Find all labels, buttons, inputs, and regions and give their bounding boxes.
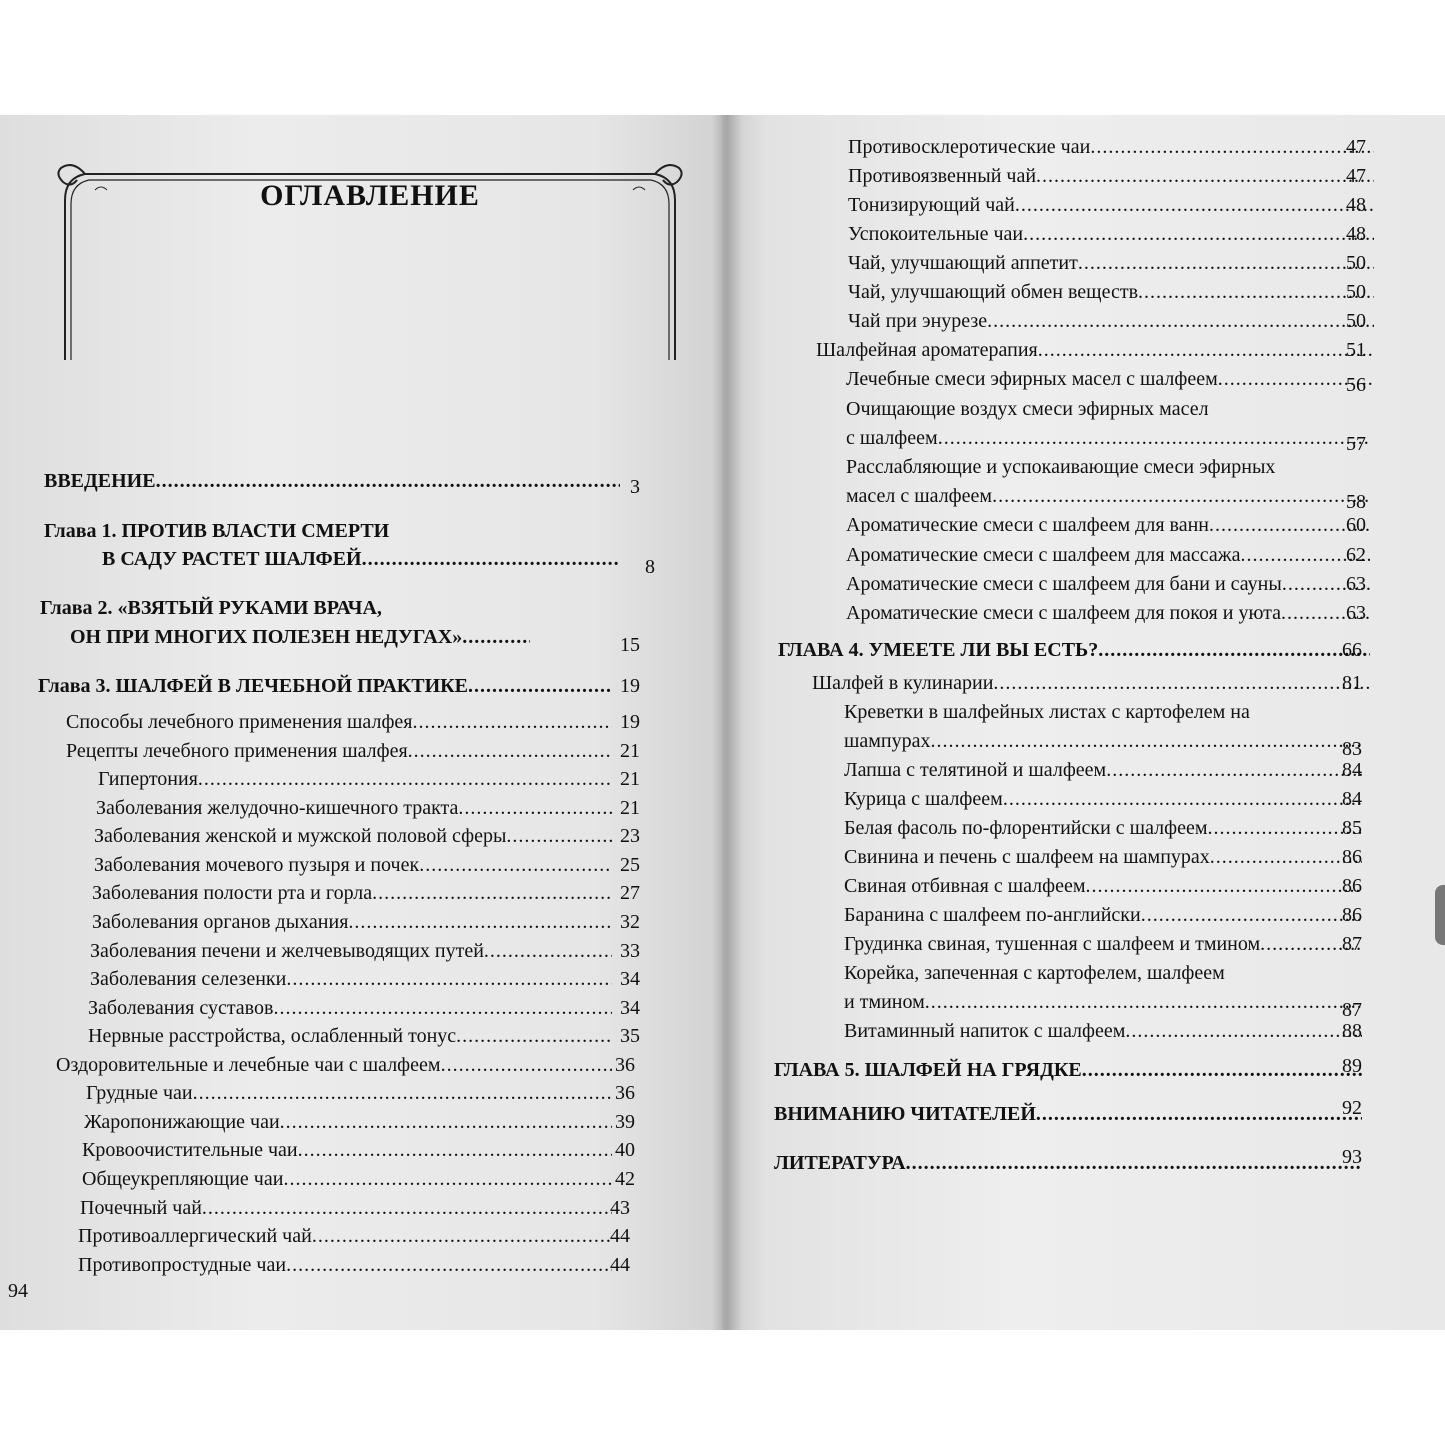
left-toc-page-number: 36 [615, 1082, 635, 1104]
toc-leader-dots [1082, 1056, 1362, 1084]
right-toc-entry[interactable] [778, 636, 1370, 664]
toc-leader-dots [1003, 785, 1362, 813]
right-toc-page-number: 86 [1342, 904, 1362, 926]
right-toc-entry[interactable] [774, 1100, 1362, 1128]
right-toc-page-number: 86 [1342, 846, 1362, 868]
toc-leader-dots [408, 737, 612, 765]
left-toc-page-number: 34 [620, 968, 640, 990]
toc-entry-title: Ароматические смеси с шалфеем для покоя и уюта [846, 602, 1281, 624]
toc-entry-title: ВНИМАНИЮ ЧИТАТЕЛЕЙ [774, 1103, 1036, 1125]
toc-entry-title: Заболевания органов дыхания [92, 911, 349, 933]
right-toc-heading-line: Расслабляющие и успокаивающие смеси эфирных [846, 456, 1276, 478]
toc-leader-dots [1036, 162, 1374, 190]
toc-leader-dots [286, 1251, 612, 1279]
toc-entry-title: Нервные расстройства, ослабленный тонус [88, 1025, 457, 1047]
left-toc-page-number: 43 [610, 1197, 630, 1219]
right-toc-entry[interactable] [848, 249, 1374, 277]
left-toc-page-number: 44 [610, 1225, 630, 1247]
right-toc-entry[interactable] [844, 814, 1362, 842]
right-toc-page-number: 50 [1346, 310, 1366, 332]
toc-entry-title: Заболевания женской и мужской половой сферы [94, 825, 507, 847]
toc-leader-dots [468, 672, 612, 700]
right-toc-page-number: 87 [1342, 999, 1362, 1021]
right-toc-page-number: 84 [1342, 759, 1362, 781]
right-toc-page-number: 62 [1346, 544, 1366, 566]
left-toc-entry[interactable] [82, 1136, 612, 1164]
toc-leader-dots [506, 822, 612, 850]
toc-leader-dots [931, 727, 1362, 755]
toc-leader-dots [362, 545, 620, 573]
toc-entry-title: Чай при энурезе [848, 310, 988, 332]
toc-leader-dots [348, 908, 612, 936]
left-toc-page-number: 8 [645, 556, 655, 578]
left-toc-page-number: 21 [620, 740, 640, 762]
toc-leader-dots [456, 1022, 612, 1050]
toc-leader-dots [283, 1165, 612, 1193]
toc-leader-dots [1023, 220, 1374, 248]
toc-entry-title: Заболевания полости рта и горла [92, 882, 373, 904]
right-toc-page-number: 85 [1342, 817, 1362, 839]
right-toc-page-number: 81 [1342, 672, 1362, 694]
left-toc-entry[interactable] [88, 1022, 612, 1050]
toc-entry-title: с шалфеем [846, 427, 938, 449]
toc-entry-title: Лечебные смеси эфирных масел с шалфеем [846, 368, 1218, 390]
toc-entry-title: Витаминный напиток с шалфеем [844, 1020, 1126, 1042]
toc-leader-dots [925, 988, 1362, 1016]
toc-leader-dots [1038, 336, 1374, 364]
toc-leader-dots [987, 307, 1374, 335]
toc-entry-title: ВВЕДЕНИЕ [44, 470, 156, 492]
left-toc-entry[interactable] [92, 879, 612, 907]
toc-leader-dots [992, 482, 1370, 510]
left-toc-page-number: 40 [615, 1139, 635, 1161]
toc-leader-dots [1098, 636, 1370, 664]
toc-leader-dots [193, 1079, 612, 1107]
right-toc-entry[interactable] [844, 901, 1362, 929]
toc-entry-title: Белая фасоль по-флорентийски с шалфеем [844, 817, 1208, 839]
left-toc-entry[interactable] [38, 672, 612, 700]
right-toc-entry[interactable] [844, 727, 1362, 755]
left-toc-page-number: 32 [620, 911, 640, 933]
toc-leader-dots [286, 965, 612, 993]
right-toc-entry[interactable] [844, 785, 1362, 813]
toc-entry-title: ОН ПРИ МНОГИХ ПОЛЕЗЕН НЕДУГАХ» [70, 626, 463, 648]
right-toc-heading-line: Корейка, запеченная с картофелем, шалфеем [844, 962, 1225, 984]
toc-entry-title: Заболевания мочевого пузыря и почек [94, 854, 420, 876]
toc-leader-dots [1210, 843, 1362, 871]
right-toc-page-number: 56 [1346, 374, 1366, 396]
left-toc-page-number: 25 [620, 854, 640, 876]
left-toc-entry[interactable] [44, 467, 620, 495]
right-toc-entry[interactable] [846, 599, 1370, 627]
toc-leader-dots [1138, 278, 1374, 306]
right-toc-page-number: 83 [1342, 738, 1362, 760]
left-toc-entry[interactable] [88, 994, 612, 1022]
left-toc-page-number: 3 [630, 476, 640, 498]
left-toc-page-number: 34 [620, 997, 640, 1019]
right-toc-entry[interactable] [774, 1056, 1362, 1084]
right-toc-page-number: 93 [1342, 1146, 1362, 1168]
left-toc-page-number: 42 [615, 1168, 635, 1190]
toc-leader-dots [484, 937, 612, 965]
right-toc-entry[interactable] [848, 278, 1374, 306]
right-toc-page-number: 87 [1342, 933, 1362, 955]
book-gutter [712, 115, 742, 1330]
toc-leader-dots [993, 669, 1370, 697]
toc-entry-title: ЛИТЕРАТУРА [774, 1152, 906, 1174]
left-toc-page-number: 15 [620, 634, 640, 656]
left-toc-page-number: 39 [615, 1111, 635, 1133]
book-spread [0, 115, 1445, 1330]
right-toc-page-number: 92 [1342, 1097, 1362, 1119]
left-toc-entry[interactable] [94, 822, 612, 850]
right-toc-entry[interactable] [846, 511, 1370, 539]
toc-entry-title: шампурах [844, 730, 931, 752]
right-toc-entry[interactable] [848, 162, 1374, 190]
toc-leader-dots [906, 1149, 1362, 1177]
right-toc-page-number: 63 [1346, 573, 1366, 595]
toc-leader-dots [1090, 133, 1374, 161]
left-toc-entry[interactable] [78, 1222, 612, 1250]
toc-entry-title: Свинина и печень с шалфеем на шампурах [844, 846, 1210, 868]
right-toc-page-number: 66 [1342, 639, 1362, 661]
toc-entry-title: Способы лечебного применения шалфея [66, 711, 413, 733]
toc-entry-title: Почечный чай [80, 1197, 202, 1219]
right-toc-entry[interactable] [846, 541, 1370, 569]
toc-leader-dots [372, 879, 612, 907]
toc-entry-title: Тонизирующий чай [848, 194, 1015, 216]
toc-entry-title: Лапша с телятиной и шалфеем [844, 759, 1107, 781]
toc-entry-title: Ароматические смеси с шалфеем для бани и сауны [846, 573, 1282, 595]
toc-entry-title: Шалфей в кулинарии [812, 672, 994, 694]
right-toc-page-number: 84 [1342, 788, 1362, 810]
toc-entry-title: Глава 3. ШАЛФЕЙ В ЛЕЧЕБНОЙ ПРАКТИКЕ [38, 675, 468, 697]
right-toc-page-number: 88 [1342, 1020, 1362, 1042]
toc-leader-dots [1125, 1017, 1362, 1045]
left-toc-entry[interactable] [86, 1079, 612, 1107]
toc-entry-title: Заболевания суставов [88, 997, 274, 1019]
toc-leader-dots [156, 467, 620, 495]
toc-entry-title: Грудные чаи [86, 1082, 193, 1104]
right-toc-entry[interactable] [846, 424, 1370, 452]
left-toc-entry[interactable] [96, 794, 612, 822]
left-toc-entry[interactable] [84, 1108, 612, 1136]
toc-entry-title: Противоязвенный чай [848, 165, 1037, 187]
toc-leader-dots [938, 424, 1370, 452]
right-toc-entry[interactable] [812, 669, 1370, 697]
toc-entry-title: Успокоительные чаи [848, 223, 1024, 245]
left-toc-page-number: 33 [620, 940, 640, 962]
left-toc-page-number: 23 [620, 825, 640, 847]
right-toc-page-number: 50 [1346, 252, 1366, 274]
toc-entry-title: Общеукрепляющие чаи [82, 1168, 284, 1190]
toc-entry-title: Чай, улучшающий обмен веществ [848, 281, 1139, 303]
left-toc-page-number: 44 [610, 1254, 630, 1276]
toc-entry-title: Оздоровительные и лечебные чаи с шалфеем [56, 1054, 441, 1076]
left-page [0, 115, 740, 1330]
left-toc-entry[interactable] [94, 851, 612, 879]
right-toc-page-number: 47 [1346, 136, 1366, 158]
toc-entry-title: и тмином [844, 991, 925, 1013]
right-toc-entry[interactable] [844, 756, 1362, 784]
left-toc-entry[interactable] [98, 765, 612, 793]
toc-entry-title: Заболевания желудочно-кишечного тракта [96, 797, 459, 819]
toc-leader-dots [1086, 872, 1362, 900]
right-toc-page-number: 48 [1346, 194, 1366, 216]
toc-entry-title: Грудинка свиная, тушенная с шалфеем и тмином [844, 933, 1261, 955]
right-toc-entry[interactable] [846, 570, 1370, 598]
toc-leader-dots [1015, 191, 1374, 219]
toc-entry-title: Заболевания селезенки [90, 968, 287, 990]
right-toc-entry[interactable] [848, 307, 1374, 335]
right-toc-page-number: 51 [1346, 339, 1366, 361]
left-toc-page-number: 35 [620, 1025, 640, 1047]
left-toc-entry[interactable] [70, 623, 530, 651]
toc-leader-dots [1141, 901, 1362, 929]
left-toc-entry[interactable] [90, 937, 612, 965]
toc-entry-title: В САДУ РАСТЕТ ШАЛФЕЙ [102, 548, 362, 570]
right-toc-entry[interactable] [774, 1149, 1362, 1177]
right-toc-entry[interactable] [844, 988, 1362, 1016]
right-toc-page-number: 57 [1346, 433, 1366, 455]
right-toc-entry[interactable] [848, 133, 1374, 161]
right-toc-entry[interactable] [844, 843, 1362, 871]
page-edge-tab [1435, 885, 1445, 945]
toc-entry-title: Ароматические смеси с шалфеем для ванн [846, 514, 1209, 536]
right-toc-entry[interactable] [844, 930, 1362, 958]
toc-leader-dots [312, 1222, 612, 1250]
toc-entry-title: Противоаллергический чай [78, 1225, 312, 1247]
left-toc-page-number: 19 [620, 711, 640, 733]
toc-leader-dots [413, 708, 612, 736]
toc-leader-dots [458, 794, 612, 822]
toc-leader-dots [280, 1108, 612, 1136]
toc-entry-title: Противопростудные чаи [78, 1254, 287, 1276]
toc-leader-dots [198, 765, 612, 793]
left-toc-page-number: 21 [620, 797, 640, 819]
right-toc-page-number: 60 [1346, 514, 1366, 536]
right-toc-page-number: 48 [1346, 223, 1366, 245]
page-number-left: 94 [8, 1280, 28, 1302]
toc-entry-title: масел с шалфеем [846, 485, 993, 507]
left-toc-entry[interactable] [80, 1194, 612, 1222]
toc-entry-title: Свиная отбивная с шалфеем [844, 875, 1086, 897]
toc-entry-title: ГЛАВА 5. ШАЛФЕЙ НА ГРЯДКЕ [774, 1059, 1082, 1081]
toc-leader-dots [298, 1136, 612, 1164]
toc-leader-dots [1207, 814, 1362, 842]
right-toc-page-number: 89 [1342, 1055, 1362, 1077]
left-toc-entry[interactable] [66, 737, 612, 765]
left-toc-entry[interactable] [92, 908, 612, 936]
right-toc-entry[interactable] [844, 872, 1362, 900]
toc-leader-dots [462, 623, 530, 651]
toc-entry-title: Заболевания печени и желчевыводящих путей [90, 940, 484, 962]
left-toc-entry[interactable] [90, 965, 612, 993]
right-toc-page-number: 47 [1346, 165, 1366, 187]
toc-entry-title: ГЛАВА 4. УМЕЕТЕ ЛИ ВЫ ЕСТЬ? [778, 639, 1099, 661]
toc-entry-title: Рецепты лечебного применения шалфея [66, 740, 408, 762]
toc-leader-dots [202, 1194, 612, 1222]
right-toc-page-number: 58 [1346, 491, 1366, 513]
left-toc-entry[interactable] [82, 1165, 612, 1193]
right-toc-entry[interactable] [846, 365, 1374, 393]
right-toc-heading-line: Креветки в шалфейных листах с картофелем на [844, 701, 1250, 723]
right-toc-heading-line: Очищающие воздух смеси эфирных масел [846, 398, 1209, 420]
left-toc-page-number: 21 [620, 768, 640, 790]
toc-entry-title: Курица с шалфеем [844, 788, 1003, 810]
toc-entry-title: Гипертония [98, 768, 198, 790]
toc-leader-dots [1106, 756, 1362, 784]
toc-entry-title: Ароматические смеси с шалфеем для массажа [846, 544, 1241, 566]
right-toc-entry[interactable] [846, 482, 1370, 510]
left-toc-page-number: 36 [615, 1054, 635, 1076]
right-toc-entry[interactable] [844, 1017, 1362, 1045]
toc-entry-title: Баранина с шалфеем по-английски [844, 904, 1141, 926]
toc-entry-title: Кровоочистительные чаи [82, 1139, 298, 1161]
right-toc-entry[interactable] [848, 191, 1374, 219]
toc-entry-title: Противосклеротические чаи [848, 136, 1091, 158]
left-toc-page-number: 19 [620, 675, 640, 697]
left-toc-entry[interactable] [66, 708, 612, 736]
toc-leader-dots [419, 851, 612, 879]
right-page [722, 115, 1445, 1330]
right-toc-entry[interactable] [816, 336, 1374, 364]
toc-leader-dots [441, 1051, 612, 1079]
left-toc-heading-line: Глава 1. ПРОТИВ ВЛАСТИ СМЕРТИ [44, 520, 390, 542]
toc-leader-dots [1036, 1100, 1362, 1128]
left-toc-entry[interactable] [56, 1051, 612, 1079]
toc-leader-dots [1078, 249, 1374, 277]
toc-leader-dots [273, 994, 612, 1022]
toc-entry-title: Чай, улучшающий аппетит [848, 252, 1078, 274]
right-toc-page-number: 50 [1346, 281, 1366, 303]
left-toc-entry[interactable] [78, 1251, 612, 1279]
left-toc-entry[interactable] [102, 545, 620, 573]
toc-entry-title: Жаропонижающие чаи [84, 1111, 280, 1133]
toc-title: ОГЛАВЛЕНИЕ [260, 179, 480, 212]
left-toc-page-number: 27 [620, 882, 640, 904]
toc-entry-title: Шалфейная ароматерапия [816, 339, 1038, 361]
right-toc-page-number: 63 [1346, 602, 1366, 624]
right-toc-entry[interactable] [848, 220, 1374, 248]
left-toc-heading-line: Глава 2. «ВЗЯТЫЙ РУКАМИ ВРАЧА, [40, 597, 382, 619]
right-toc-page-number: 86 [1342, 875, 1362, 897]
